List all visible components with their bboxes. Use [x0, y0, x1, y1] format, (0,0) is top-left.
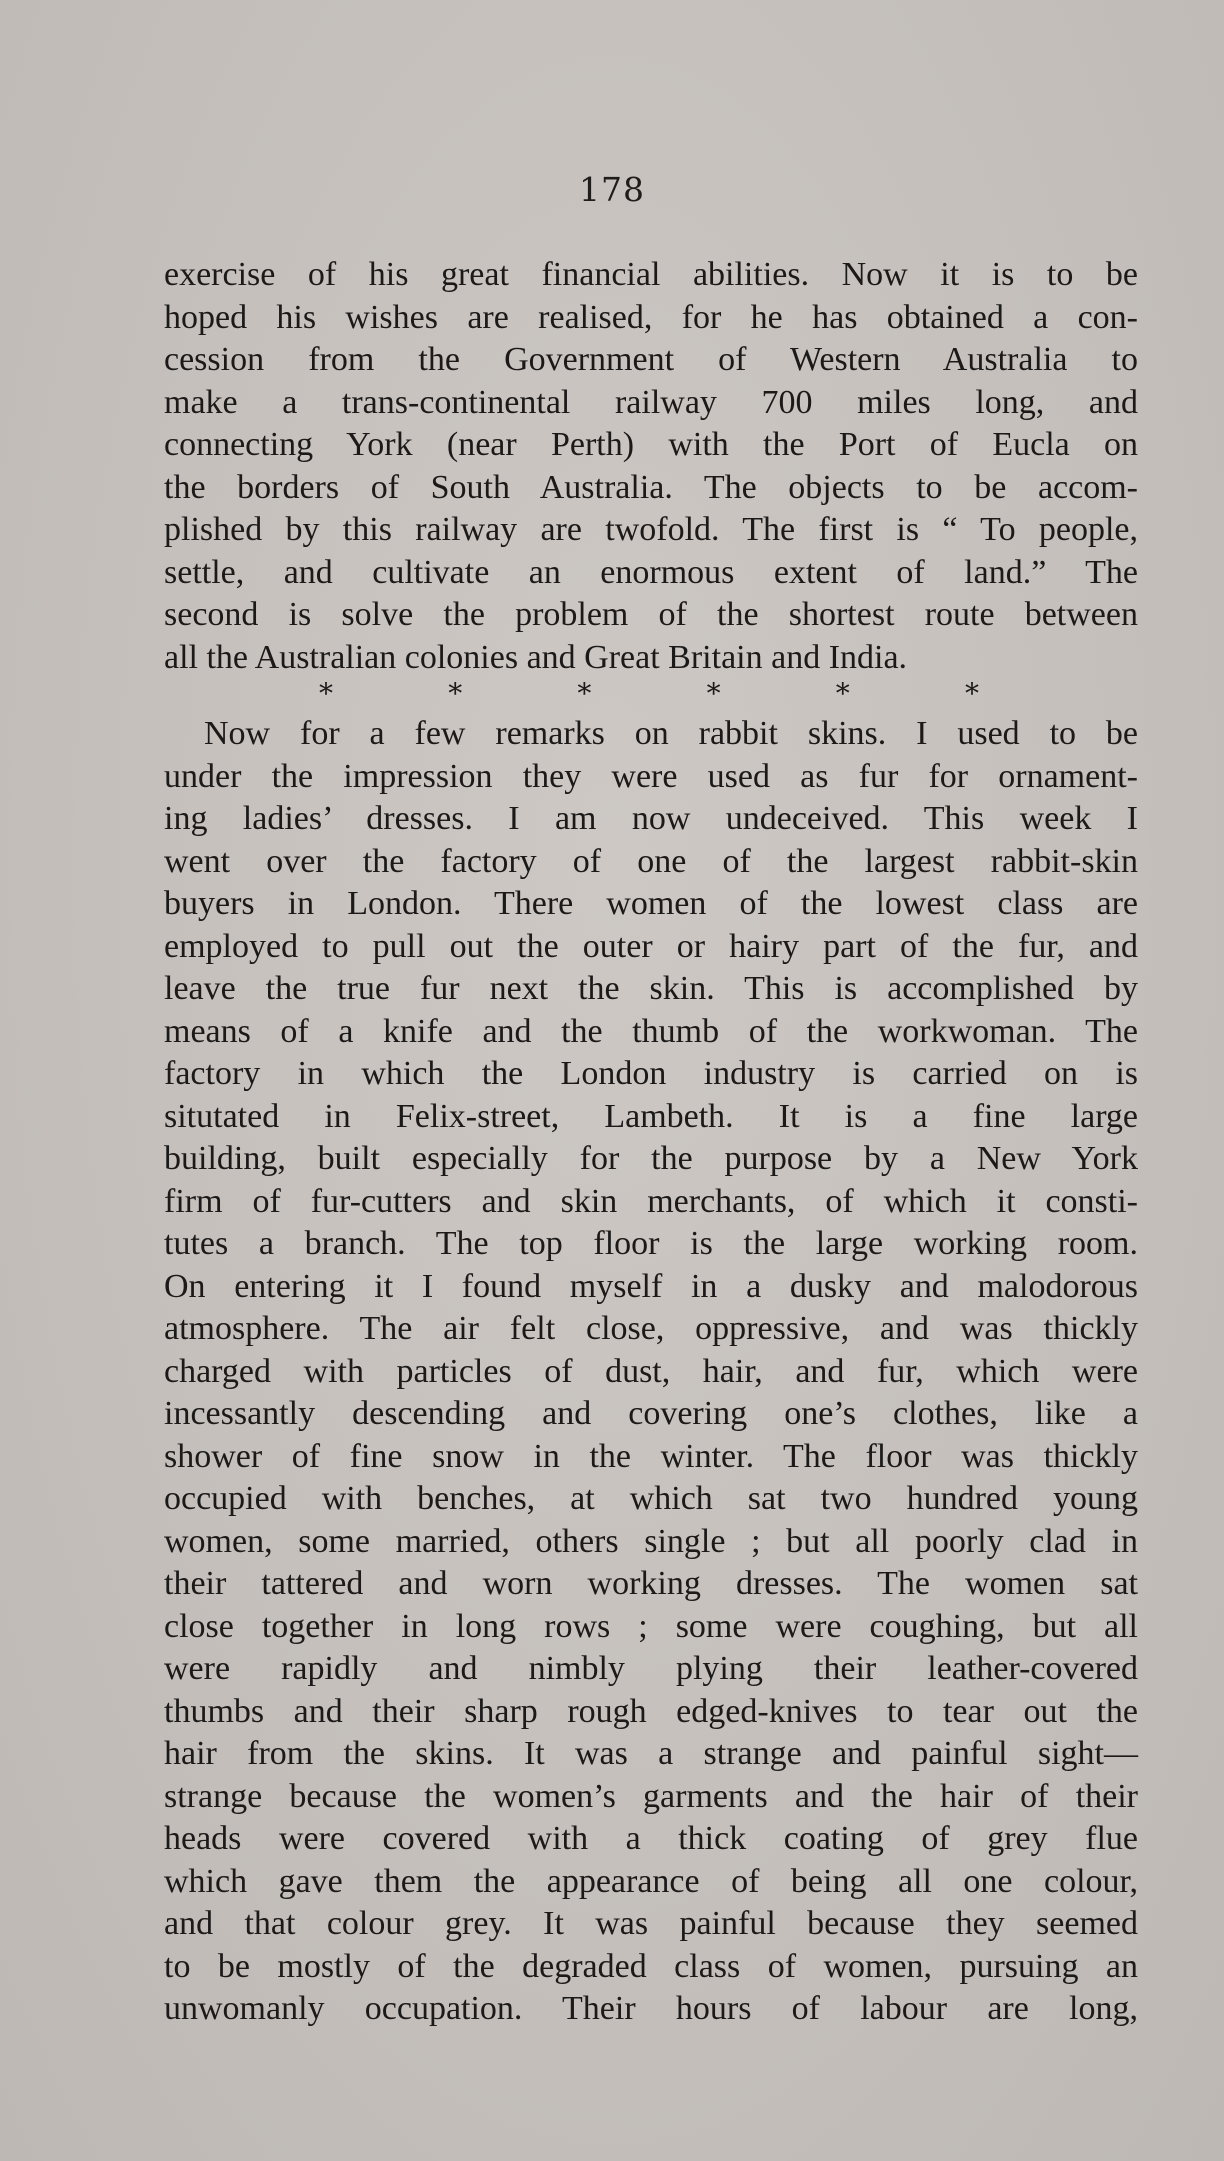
text-line: hoped his wishes are realised, for he has obtained a con- [164, 298, 1138, 336]
asterisk: * [964, 677, 979, 710]
text-line: and that colour grey. It was painful because they seemed [164, 1905, 1138, 1942]
text-line: incessantly descending and covering one’s clothes, like a [164, 1395, 1138, 1432]
text-line: On entering it I found myself in a dusky and malodorous [164, 1267, 1138, 1305]
text-line: heads were covered with a thick coating of grey flue [164, 1820, 1138, 1857]
asterisk: * [448, 677, 463, 710]
text-line: means of a knife and the thumb of the workwoman. The [164, 1012, 1138, 1050]
asterisk: * [706, 677, 721, 710]
text-line: all the Australian colonies and Great Britain and India. [164, 638, 908, 676]
text-line: went over the factory of one of the largest rabbit-skin [164, 842, 1138, 880]
section-separator [319, 679, 979, 713]
text-line: were rapidly and nimbly plying their leather-covered [164, 1650, 1138, 1687]
text-line: shower of fine snow in the winter. The floor was thickly [164, 1437, 1138, 1475]
text-line: situtated in Felix-street, Lambeth. It is a fine large [164, 1097, 1138, 1135]
text-line: exercise of his great financial abilities. Now it is to be [164, 256, 1138, 293]
text-line: to be mostly of the degraded class of women, pursuing an [164, 1947, 1138, 1985]
asterisk: * [835, 677, 850, 710]
body-text [164, 254, 1138, 2031]
text-line: second is solve the problem of the shortest route between [164, 596, 1138, 633]
text-line: employed to pull out the outer or hairy part of the fur, and [164, 927, 1138, 965]
text-line: charged with particles of dust, hair, and fur, which were [164, 1352, 1138, 1390]
text-line: leave the true fur next the skin. This is accomplished by [164, 970, 1138, 1007]
text-line: building, built especially for the purpose by a New York [164, 1140, 1138, 1177]
text-line: tutes a branch. The top floor is the large working room. [164, 1225, 1138, 1262]
text-line: strange because the women’s garments and the hair of their [164, 1777, 1138, 1815]
text-line: atmosphere. The air felt close, oppressive, and was thickly [164, 1310, 1138, 1347]
text-line: cession from the Government of Western Australia to [164, 341, 1138, 378]
asterisk: * [319, 677, 333, 710]
text-line: make a trans-continental railway 700 miles long, and [164, 383, 1138, 421]
text-line: buyers in London. There women of the lowest class are [164, 885, 1138, 922]
text-line: women, some married, others single ; but all poorly clad in [164, 1522, 1138, 1560]
text-line: the borders of South Australia. The objects to be accom- [164, 468, 1138, 506]
text-line: plished by this railway are twofold. The first is “ To people, [164, 511, 1138, 548]
text-line: occupied with benches, at which sat two hundred young [164, 1480, 1138, 1517]
text-line: which gave them the appearance of being all one colour, [164, 1862, 1138, 1900]
text-line: close together in long rows ; some were coughing, but all [164, 1607, 1138, 1645]
text-line: unwomanly occupation. Their hours of labour are long, [164, 1990, 1138, 2027]
text-line: firm of fur-cutters and skin merchants, of which it consti- [164, 1182, 1138, 1220]
paragraph-2 [164, 713, 1138, 2031]
text-line: ing ladies’ dresses. I am now undeceived. This week I [164, 800, 1138, 837]
text-line: thumbs and their sharp rough edged-knives to tear out the [164, 1692, 1138, 1730]
text-line: connecting York (near Perth) with the Port of Eucla on [164, 426, 1138, 463]
text-line: Now for a few remarks on rabbit skins. I used to be [204, 715, 1138, 752]
text-line: hair from the skins. It was a strange and painful sight— [164, 1735, 1138, 1772]
asterisk: * [577, 677, 592, 710]
paragraph-1 [164, 254, 1138, 679]
text-line: factory in which the London industry is carried on is [164, 1055, 1138, 1092]
text-line: their tattered and worn working dresses. The women sat [164, 1565, 1138, 1602]
text-line: under the impression they were used as fur for ornament- [164, 757, 1138, 795]
page-number: 178 [579, 170, 645, 209]
text-line: settle, and cultivate an enormous extent of land.” The [164, 553, 1138, 591]
